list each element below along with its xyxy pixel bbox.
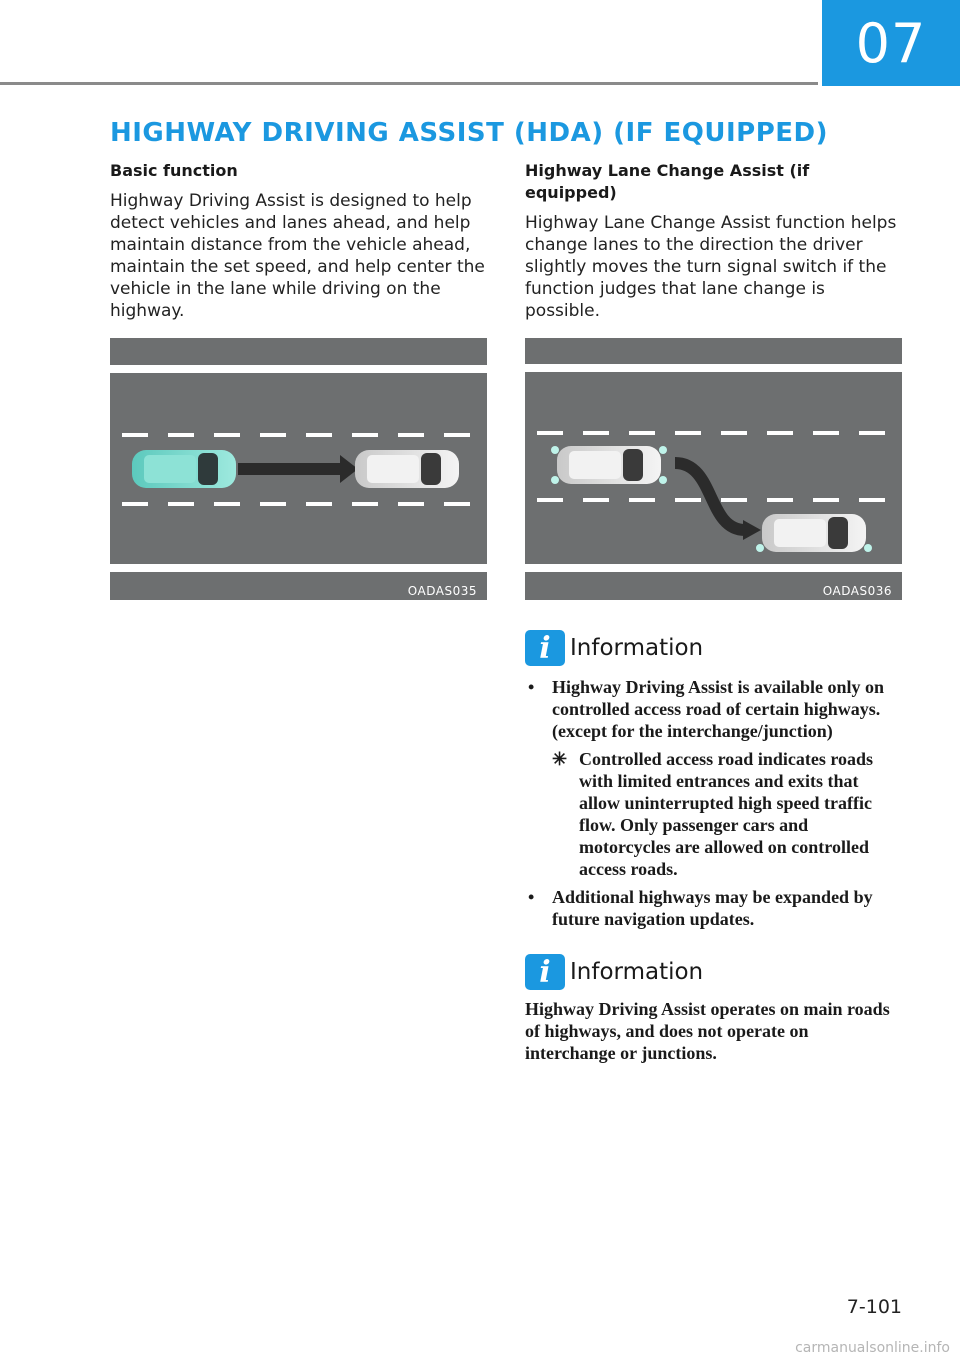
host-vehicle-icon <box>132 450 236 488</box>
figure-oadas035 <box>110 338 487 600</box>
information-text: Highway Driving Assist operates on main roads of highways, and does not operate on interchange or junctions. <box>525 999 890 1063</box>
watermark: carmanualsonline.info <box>795 1340 950 1356</box>
information-block-2 <box>525 954 903 1064</box>
chapter-tab: 07 <box>822 0 960 86</box>
list-item <box>525 676 903 880</box>
note-text: Controlled access road indicates roads with limited entrances and exits that allow uninterrupted high speed traffic flow. Only passenger cars and motorcycles are allowed on controlled access roads. <box>579 749 874 879</box>
figure-oadas036 <box>525 338 902 600</box>
basic-function-heading: Basic function <box>110 161 238 180</box>
bullet-icon: • <box>528 677 535 697</box>
header-rule <box>0 82 818 85</box>
information-title: Information <box>570 959 704 985</box>
information-title: Information <box>570 635 704 661</box>
page-number: 7-101 <box>846 1296 902 1318</box>
asterisk-icon: ✳ <box>552 749 568 769</box>
list-item-text: Additional highways may be expanded by future navigation updates. <box>552 887 873 929</box>
info-icon: i <box>525 954 565 990</box>
vehicle-after-lane-change-icon <box>756 514 872 552</box>
lane-change-heading: Highway Lane Change Assist (if equipped) <box>525 161 810 202</box>
figure-label: OADAS036 <box>822 584 892 598</box>
list-item <box>525 886 903 930</box>
information-heading <box>525 954 903 990</box>
info-icon: i <box>525 630 565 666</box>
section-title: HIGHWAY DRIVING ASSIST (HDA) (IF EQUIPPED) <box>110 118 829 148</box>
figure-label: OADAS035 <box>407 584 477 598</box>
right-column <box>525 160 903 1064</box>
lane-change-text: Highway Lane Change Assist function helps change lanes to the direction the driver slightly moves the turn signal switch if the function judges that lane change is possible. <box>525 213 897 321</box>
bullet-icon: • <box>528 887 535 907</box>
information-heading <box>525 630 903 666</box>
lead-vehicle-icon <box>355 450 459 488</box>
information-block-1 <box>525 630 903 930</box>
note <box>552 748 903 880</box>
hda-following-illustration <box>110 338 487 600</box>
information-list <box>525 676 903 930</box>
left-column <box>110 160 488 600</box>
list-item-text: Highway Driving Assist is available only on controlled access road of certain highways. (except for the interchange/junction) <box>552 677 885 741</box>
lane-change-illustration <box>525 338 902 600</box>
vehicle-before-lane-change-icon <box>551 446 667 484</box>
basic-function-text: Highway Driving Assist is designed to help detect vehicles and lanes ahead, and help maintain distance from the vehicle ahead, maintain the set speed, and help center the vehicle in the lane while driving on the highway. <box>110 191 485 321</box>
